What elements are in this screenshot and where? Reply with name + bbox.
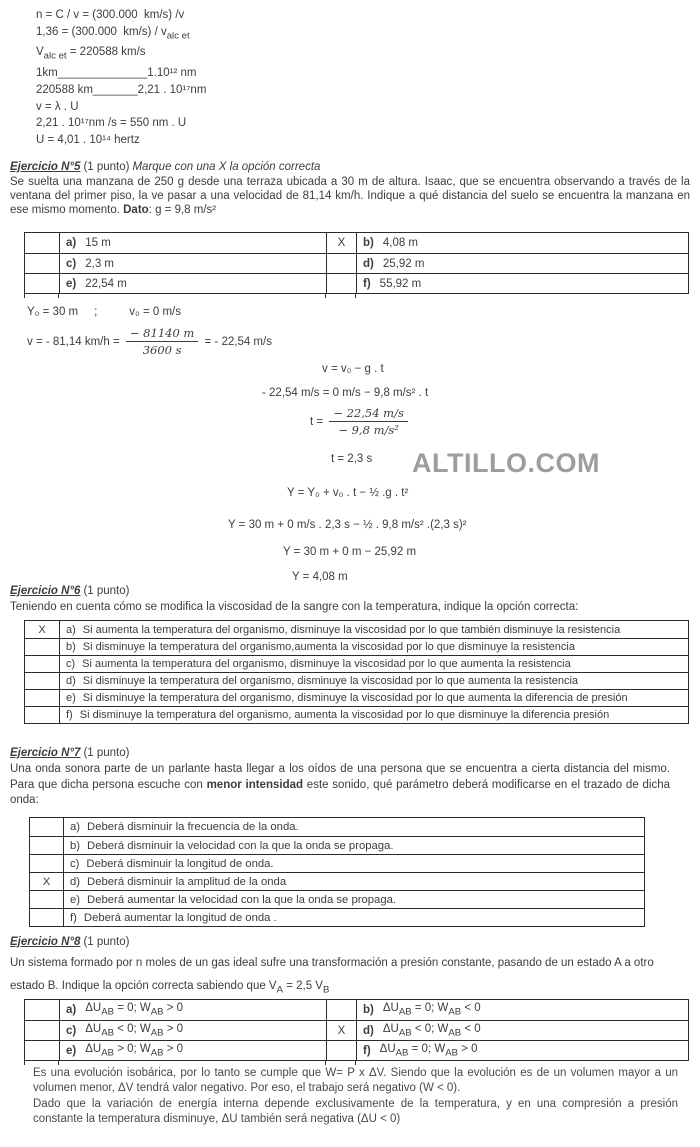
exercise-7-options-table — [29, 817, 645, 927]
dato-label: Dato — [123, 204, 149, 217]
equation-line: 220588 km_______2,21 . 10¹⁷nm — [36, 83, 207, 96]
option-label: a) — [70, 821, 81, 833]
exercise-8-options-table — [24, 999, 689, 1061]
table-edge-stub — [355, 293, 356, 298]
option-label: a) — [66, 237, 77, 249]
exercise-7-points: (1 punto) — [83, 747, 130, 759]
equation-line: 1km______________1.10¹² nm — [36, 67, 197, 80]
option-label: b) — [363, 1004, 374, 1016]
option-label: c) — [66, 658, 76, 670]
option-label: d) — [363, 257, 374, 270]
answer-mark-cell — [25, 1020, 59, 1040]
answer-mark-cell — [25, 689, 59, 706]
answer-mark-cell — [326, 253, 356, 273]
answer-mark-cell — [30, 818, 63, 836]
answer-mark-cell — [30, 908, 63, 926]
exercise-6-statement: Teniendo en cuenta cómo se modifica la viscosidad de la sangre con la temperatura, indique la opción correcta: — [10, 601, 579, 613]
answer-mark-cell — [25, 273, 59, 293]
statement-text: este sonido, qué parámetro deberá modificarse en el trazado de dicha onda: — [10, 778, 670, 806]
answer-mark-cell — [30, 854, 63, 872]
answer-mark-cell — [326, 1040, 356, 1060]
option-text: $\Delta U_{AB} = 0$; $W_{AB} > 0$ — [85, 1002, 184, 1018]
option-cell — [63, 836, 644, 854]
option-label: e) — [70, 893, 81, 906]
option-cell — [63, 890, 644, 908]
statement-text: Se suelta una manzana de 250 g desde una terraza ubicada a 30 m de altura. Isaac, que se encuentra observando a través de la ventana del primer piso, la ve pasar a una velocidad de 81,14 km/h. Indique a qué distancia del suelo se encuentra la manzana en ese mismo momento. — [10, 176, 690, 217]
exercise-8-title: Ejercicio N°8 — [10, 936, 81, 948]
option-label: a) — [66, 623, 76, 636]
altillo-watermark: ALTILLO.COM — [412, 448, 600, 478]
option-text: 55,92 m — [379, 277, 422, 290]
table-edge-stub — [58, 293, 59, 298]
option-label: e) — [66, 692, 76, 704]
equation-line: Y = 30 m + 0 m/s . 2,3 s − ½ . 9,8 m/s² .(2,3 s)² — [228, 519, 467, 531]
option-cell — [59, 638, 688, 655]
exercise-6-options-table — [24, 620, 689, 724]
velocity-conversion-equation — [27, 326, 272, 357]
dato-value: : g = 9,8 m/s² — [148, 204, 217, 217]
option-label: e) — [66, 1044, 77, 1057]
fraction-numerator: − 81140 m — [126, 326, 198, 342]
answer-mark-cell — [25, 638, 59, 655]
option-text: $\Delta U_{AB} = 0$; $W_{AB} < 0$ — [382, 1002, 481, 1018]
exercise-5-instruction: Marque con una X la opción correcta — [132, 161, 321, 173]
option-text: Deberá aumentar la longitud de onda . — [83, 911, 277, 924]
fraction — [126, 326, 198, 357]
answer-mark-cell — [25, 672, 59, 689]
option-cell — [59, 1040, 326, 1060]
answer-mark-cell — [25, 1000, 59, 1020]
option-cell — [59, 621, 688, 638]
option-label: b) — [70, 839, 81, 852]
option-cell — [356, 253, 688, 273]
fraction-denominator: − 9,8 m/s² — [338, 423, 399, 437]
option-label: d) — [66, 675, 76, 687]
answer-mark-cell — [25, 253, 59, 273]
exercise-7-title: Ejercicio N°7 — [10, 747, 81, 759]
option-text: 15 m — [85, 237, 111, 249]
option-label: a) — [66, 1004, 77, 1016]
option-cell — [356, 233, 688, 253]
exercise-5-options-table — [24, 232, 689, 294]
equation-line: 1,36 = (300.000 $km/s) / v_{alc et}$ — [36, 25, 190, 41]
answer-mark-cell — [25, 1040, 59, 1060]
option-label: e) — [66, 277, 77, 290]
option-cell — [63, 872, 644, 890]
option-label: c) — [66, 257, 77, 270]
exercise-8-points: (1 punto) — [83, 936, 130, 948]
exercise-5-points: (1 punto) — [83, 161, 130, 173]
option-cell — [59, 672, 688, 689]
option-label: c) — [66, 1024, 77, 1037]
option-cell — [63, 854, 644, 872]
option-text: Si disminuye la temperatura del organismo,aumenta la viscosidad por lo que disminuye la resistencia — [82, 641, 575, 653]
answer-mark-cell — [30, 836, 63, 854]
option-text: 22,54 m — [85, 277, 127, 290]
answer-mark-cell — [326, 273, 356, 293]
equation-line: v = λ . U — [36, 100, 79, 113]
exercise-6-title: Ejercicio N°6 — [10, 585, 81, 597]
fraction-denominator: 3600 s — [142, 343, 182, 357]
answer-mark-cell: X — [326, 233, 356, 253]
equation-line: - 22,54 m/s = 0 m/s − 9,8 m/s² . t — [262, 387, 429, 399]
exercise-6-heading — [10, 585, 129, 597]
option-text: Si disminuye la temperatura del organismo, disminuye la viscosidad por lo que aumenta la resistencia — [82, 675, 579, 687]
option-text: Deberá aumentar la velocidad con la que la onda se propaga. — [87, 893, 397, 906]
option-text: Si disminuye la temperatura del organismo, disminuye la viscosidad por lo que aumenta la diferencia de presión — [82, 692, 628, 704]
option-cell — [59, 233, 326, 253]
option-text: Si aumenta la temperatura del organismo, disminuye la viscosidad por lo que también disminuye la resistencia — [82, 623, 621, 636]
exercise-6-points: (1 punto) — [83, 585, 130, 597]
option-text: $\Delta U_{AB} < 0$; $W_{AB} > 0$ — [85, 1022, 184, 1039]
option-text: 25,92 m — [382, 257, 425, 270]
option-text: Deberá disminuir la velocidad con la que la onda se propaga. — [87, 839, 394, 852]
exercise-7-heading — [10, 747, 129, 759]
equation-line: v = v₀ − g . t — [322, 363, 384, 375]
answer-mark-cell — [25, 233, 59, 253]
equation-line: n = C / v = (300.000 km/s) /v — [36, 9, 185, 21]
option-text: Deberá disminuir la frecuencia de la onda. — [87, 821, 299, 833]
option-text: Deberá disminuir la longitud de onda. — [86, 857, 274, 870]
exercise-5-title: Ejercicio N°5 — [10, 161, 81, 173]
exercise-7-statement — [10, 762, 670, 809]
option-cell — [356, 273, 688, 293]
answer-mark-cell: X — [326, 1020, 356, 1040]
answer-mark-cell — [25, 655, 59, 672]
option-label: b) — [66, 641, 76, 653]
explanation-paragraph: Dado que la variación de energía interna depende exclusivamente de la temperatura, y en una compresión a presión constante la temperatura disminuye, ΔU también será negativa (ΔU < 0) — [33, 1097, 678, 1125]
answer-mark-cell — [326, 1000, 356, 1020]
equation-line: Y = 4,08 m — [292, 571, 348, 583]
option-label: f) — [70, 911, 77, 924]
equation-line: t = 2,3 s — [331, 453, 373, 465]
option-label: b) — [363, 237, 374, 249]
option-cell — [59, 253, 326, 273]
option-cell — [59, 655, 688, 672]
option-cell — [59, 706, 688, 723]
option-text: 2,3 m — [85, 257, 114, 270]
option-label: c) — [70, 857, 80, 870]
option-label: d) — [70, 875, 81, 888]
option-cell — [356, 1040, 688, 1060]
option-cell — [356, 1020, 688, 1040]
option-cell — [63, 908, 644, 926]
equation-line: 2,21 . 10¹⁷nm /s = 550 nm . U — [36, 117, 187, 130]
option-label: d) — [363, 1024, 374, 1037]
option-label: f) — [363, 1044, 371, 1057]
option-label: f) — [66, 709, 73, 721]
option-text: Deberá disminuir la amplitud de la onda — [87, 875, 287, 888]
exercise-5-heading — [10, 161, 690, 173]
option-cell — [59, 1000, 326, 1020]
equation-text: = - 22,54 m/s — [201, 335, 272, 348]
exercise-8-statement: Un sistema formado por n moles de un gas ideal sufre una transformación a presión constante, pasando de un estado A a otro estado B. Indique la opción correcta sabiendo que $V_A = 2,5$ $V_B$ — [10, 957, 654, 996]
option-cell — [59, 1020, 326, 1040]
table-edge-stub — [325, 293, 326, 298]
exercise-5-statement — [10, 175, 690, 218]
option-text: $\Delta U_{AB} < 0$; $W_{AB} < 0$ — [382, 1022, 481, 1039]
option-cell — [356, 1000, 688, 1020]
option-text: Si aumenta la temperatura del organismo, disminuye la viscosidad por lo que aumenta la resistencia — [82, 658, 571, 670]
answer-mark-cell — [25, 706, 59, 723]
option-cell — [59, 689, 688, 706]
exercise-8-heading — [10, 936, 129, 948]
option-text: 4,08 m — [382, 237, 419, 249]
equation-line: Y = 30 m + 0 m − 25,92 m — [283, 546, 417, 558]
answer-mark-cell — [30, 890, 63, 908]
option-text: Si disminuye la temperatura del organismo, aumenta la viscosidad por lo que disminuye la diferencia presión — [79, 709, 610, 721]
table-edge-stub — [58, 1060, 59, 1065]
table-edge-stub — [24, 293, 25, 298]
explanation-paragraph: Es una evolución isobárica, por lo tanto se cumple que W= P x ΔV. Siendo que la evolución es de un volumen mayor a un volumen menor, ΔV tendrá valor negativo. Por eso, el trabajo será negativo (W < 0). — [33, 1067, 678, 1095]
exercise-8-explanation — [33, 1066, 678, 1127]
equation-text: v = - 81,14 km/h = — [27, 335, 123, 348]
table-edge-stub — [24, 1060, 25, 1065]
fraction — [329, 406, 408, 437]
time-equation — [310, 406, 411, 437]
answer-mark-cell: X — [38, 623, 46, 636]
table-edge-stub — [355, 1060, 356, 1065]
option-cell — [63, 818, 644, 836]
statement-text: Una onda sonora parte de un parlante hasta llegar a los oídos de una persona que se encuentra a cierta distancia del mismo. Para que dicha persona escuche con — [10, 763, 670, 791]
menor-intensidad-bold: menor intensidad — [206, 778, 304, 791]
option-cell — [59, 273, 326, 293]
fraction-numerator: − 22,54 m/s — [329, 406, 408, 422]
table-edge-stub — [325, 1060, 326, 1065]
equation-line: Y = Y₀ + v₀ . t − ½ .g . t² — [287, 487, 409, 499]
option-text: $\Delta U_{AB} = 0$; $W_{AB} > 0$ — [379, 1042, 478, 1059]
previous-solution-block — [36, 7, 206, 148]
equation-line: U = 4,01 . 10¹⁴ hertz — [36, 133, 140, 146]
equation-line: $V_{alc et} = 220588$ km/s — [36, 46, 146, 62]
equation-text: t = — [310, 415, 327, 428]
option-label: f) — [363, 277, 371, 290]
solution-givens: Y₀ = 30 m ; v₀ = 0 m/s — [27, 306, 181, 318]
option-text: $\Delta U_{AB} > 0$; $W_{AB} > 0$ — [85, 1042, 184, 1059]
answer-mark-cell: X — [30, 872, 63, 890]
